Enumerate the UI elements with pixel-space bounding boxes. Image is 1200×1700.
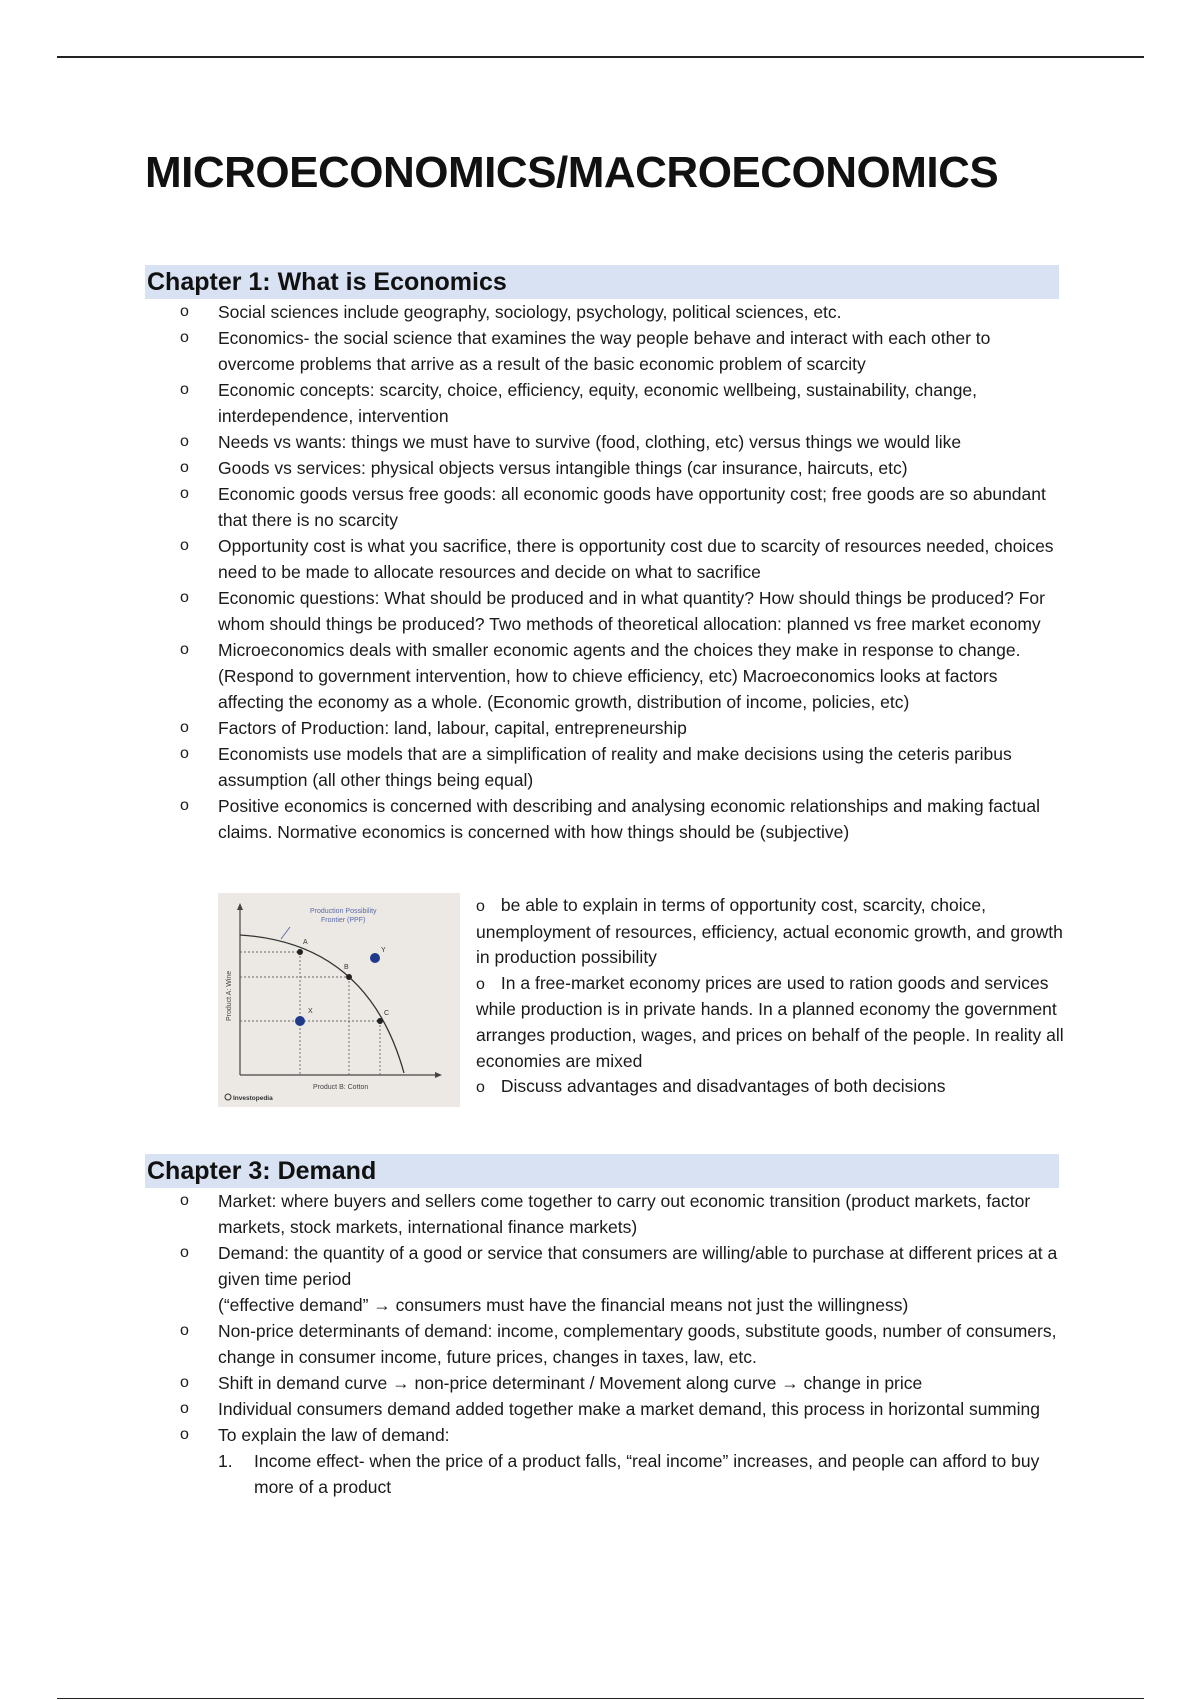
point-b (346, 974, 352, 980)
bullet-icon: o (180, 719, 189, 736)
list-item: o Non-price determinants of demand: income, complementary goods, substitute goods, number of consumers, change in consumer income, future prices, changes in taxes, law, etc. (145, 1318, 1059, 1370)
bullet-icon: o (180, 381, 189, 398)
list-item: o Economics- the social science that examines the way people behave and interact with each other to overcome problems that arrive as a result of the basic economic problem of scarcity (145, 325, 1059, 377)
bullet-icon: o (180, 1400, 189, 1417)
chapter-1-heading: Chapter 1: What is Economics (145, 265, 1059, 299)
list-item: o Economic concepts: scarcity, choice, efficiency, equity, economic wellbeing, sustainability, change, interdependence, intervention (145, 377, 1059, 429)
list-item: o Factors of Production: land, labour, capital, entrepreneurship (145, 715, 1059, 741)
list-item: o Opportunity cost is what you sacrifice, there is opportunity cost due to scarcity of resources needed, choices need to be made to allocate resources and decide on what to sacrifice (145, 533, 1059, 585)
point-c (377, 1018, 383, 1024)
curve-label-pointer (281, 927, 290, 939)
curve-label-2: Frontier (PPF) (321, 917, 366, 924)
bullet-icon: o (180, 1374, 189, 1391)
y-axis-label: Product A: Wine (226, 970, 233, 1021)
chapter-3-section (145, 1154, 1059, 1500)
figure-credit: Investopedia (233, 1095, 273, 1102)
bullet-icon: o (180, 1322, 189, 1339)
figure-side-notes (476, 893, 1066, 1101)
x-axis-arrow-icon (435, 1072, 442, 1078)
chapter-3-bullet-list-2 (145, 1318, 1059, 1448)
chapter-3-heading: Chapter 3: Demand (145, 1154, 1059, 1188)
item-number: 1. (218, 1451, 233, 1471)
point-y-label: Y (381, 947, 386, 954)
numbered-item (145, 1448, 1059, 1500)
bullet-icon: o (476, 898, 485, 915)
list-item: o To explain the law of demand: (145, 1422, 1059, 1448)
list-item: o Economic goods versus free goods: all economic goods have opportunity cost; free goods are so abundant that there is no scarcity (145, 481, 1059, 533)
investopedia-logo-icon (225, 1094, 231, 1100)
list-item: o Needs vs wants: things we must have to survive (food, clothing, etc) versus things we would like (145, 429, 1059, 455)
chapter-3-bullet-list (145, 1188, 1059, 1292)
chapter-1-section (145, 265, 1059, 845)
list-item: o Economists use models that are a simplification of reality and make decisions using the ceteris paribus assumption (all other things being equal) (145, 741, 1059, 793)
side-note: o Discuss advantages and disadvantages of both decisions (476, 1076, 946, 1097)
list-item: o Social sciences include geography, sociology, psychology, political sciences, etc. (145, 299, 1059, 325)
bullet-icon: o (180, 1192, 189, 1209)
ppf-figure (218, 893, 460, 1107)
page-title: MICROECONOMICS/MACROECONOMICS (145, 148, 999, 197)
bullet-icon: o (180, 537, 189, 554)
bullet-icon: o (180, 589, 189, 606)
bullet-icon: o (180, 485, 189, 502)
side-note: o be able to explain in terms of opportunity cost, scarcity, choice, unemployment of resources, efficiency, actual economic growth, and growth in production possibility (476, 895, 1063, 968)
bullet-icon: o (180, 797, 189, 814)
demand-note: (“effective demand” → consumers must have the financial means not just the willingness) (218, 1295, 909, 1315)
bullet-icon: o (180, 303, 189, 320)
curve-label-1: Production Possibility (310, 908, 377, 915)
list-item: o Microeconomics deals with smaller economic agents and the choices they make in response to change. (Respond to government intervention, how to chieve efficiency, etc) Macroeconomics looks at factors affecting the economy as a whole. (Economic growth, distribution of income, policies, etc) (145, 637, 1059, 715)
point-a (297, 949, 303, 955)
x-axis-label: Product B: Cotton (313, 1084, 369, 1091)
point-b-label: B (344, 964, 349, 971)
list-item: o Shift in demand curve → non-price determinant / Movement along curve → change in price (145, 1370, 1059, 1396)
ppf-chart (218, 893, 460, 1107)
bullet-icon: o (180, 329, 189, 346)
bullet-icon: o (180, 641, 189, 658)
item-text: Income effect- when the price of a product falls, “real income” increases, and people can afford to buy more of a product (254, 1451, 1040, 1497)
point-x-label: X (308, 1008, 313, 1015)
bullet-icon: o (180, 433, 189, 450)
list-item: o Goods vs services: physical objects versus intangible things (car insurance, haircuts, etc) (145, 455, 1059, 481)
list-item: o Individual consumers demand added together make a market demand, this process in horizontal summing (145, 1396, 1059, 1422)
list-item: o Economic questions: What should be produced and in what quantity? How should things be produced? For whom should things be produced? Two methods of theoretical allocation: planned vs free market economy (145, 585, 1059, 637)
point-c-label: C (384, 1010, 390, 1017)
bullet-icon: o (180, 459, 189, 476)
side-note: o In a free-market economy prices are used to ration goods and services while production is in private hands. In a planned economy the government arranges production, wages, and prices on behalf of the people. In reality all economies are mixed (476, 972, 1064, 1071)
list-item: o Positive economics is concerned with describing and analysing economic relationships and making factual claims. Normative economics is concerned with how things should be (subjective) (145, 793, 1059, 845)
point-y (370, 953, 380, 963)
top-rule (57, 56, 1144, 58)
chapter-1-bullet-list (145, 299, 1059, 845)
bullet-icon: o (180, 1244, 189, 1261)
bullet-icon: o (476, 1079, 485, 1097)
point-a-label: A (303, 939, 308, 946)
y-axis-arrow-icon (237, 903, 243, 910)
bullet-icon: o (180, 745, 189, 762)
point-x (295, 1016, 305, 1026)
bullet-icon: o (476, 975, 485, 993)
list-item: o Demand: the quantity of a good or service that consumers are willing/able to purchase at different prices at a given time period (145, 1240, 1059, 1292)
bottom-rule (57, 1698, 1144, 1699)
bullet-icon: o (180, 1426, 189, 1443)
list-item: o Market: where buyers and sellers come together to carry out economic transition (product markets, factor markets, stock markets, international finance markets) (145, 1188, 1059, 1240)
